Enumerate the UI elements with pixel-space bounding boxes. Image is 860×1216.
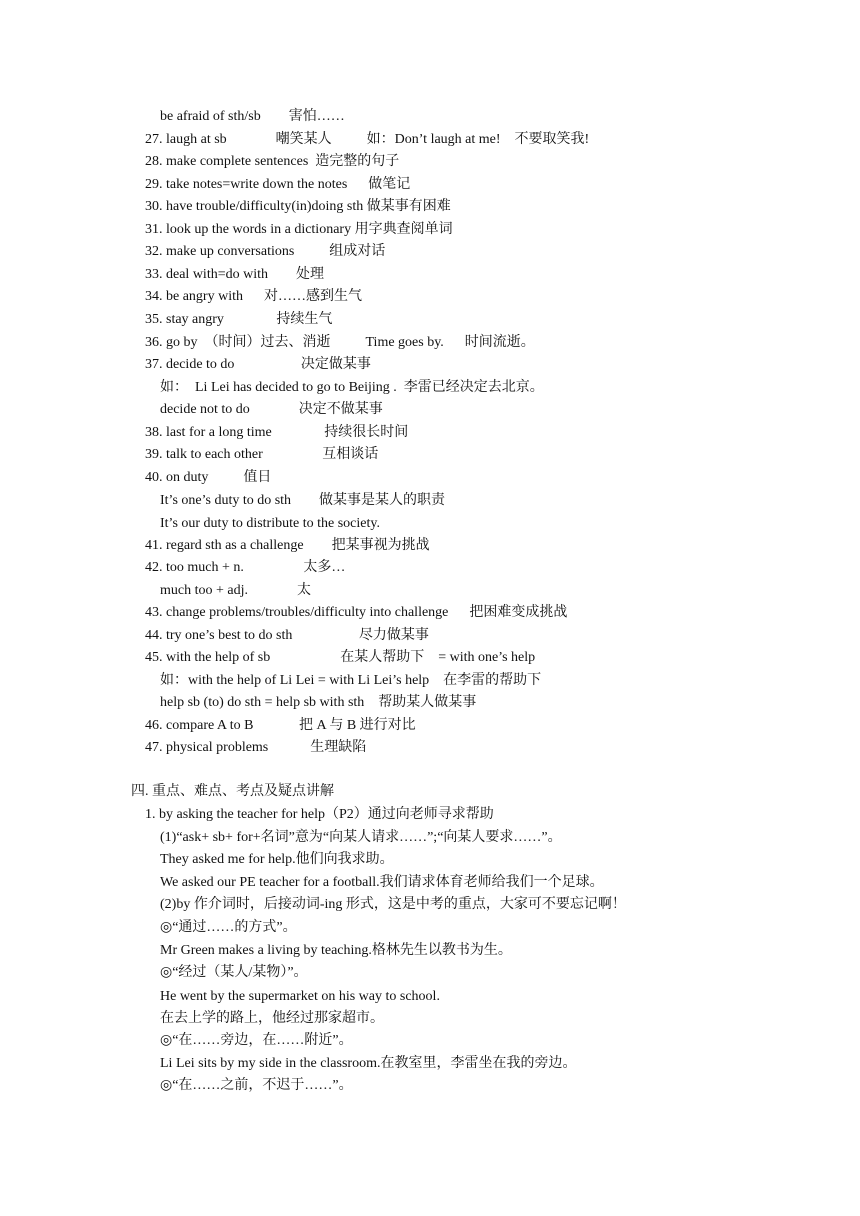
text-line: (1)“ask+ sb+ for+名词”意为“向某人请求……”;“向某人要求……”。 bbox=[160, 830, 562, 845]
text-line: 28. make complete sentences 造完整的句子 bbox=[145, 154, 400, 169]
text-line: They asked me for help.他们向我求助。 bbox=[160, 852, 394, 867]
text-line: 45. with the help of sb 在某人帮助下 = with one’s help bbox=[145, 650, 536, 665]
text-line: (2)by 作介词时，后接动词-ing 形式，这是中考的重点，大家可不要忘记啊！ bbox=[160, 897, 626, 912]
text-line: Li Lei sits by my side in the classroom.在教室里，李雷坐在我的旁边。 bbox=[160, 1056, 577, 1071]
text-line: 37. decide to do 决定做某事 bbox=[145, 357, 371, 372]
text-line: ◎“通过……的方式”。 bbox=[160, 920, 297, 935]
text-line: 在去上学的路上，他经过那家超市。 bbox=[160, 1011, 384, 1026]
text-line: decide not to do 决定不做某事 bbox=[160, 402, 383, 417]
text-line: 38. last for a long time 持续很长时间 bbox=[145, 425, 409, 440]
text-line: much too + adj. 太 bbox=[160, 583, 311, 598]
text-line: He went by the supermarket on his way to school. bbox=[160, 989, 440, 1004]
text-line: We asked our PE teacher for a football.我们请求体育老师给我们一个足球。 bbox=[160, 875, 604, 890]
text-line: 29. take notes=write down the notes 做笔记 bbox=[145, 177, 411, 192]
text-line: 42. too much + n. 太多… bbox=[145, 560, 346, 575]
text-line: It’s one’s duty to do sth 做某事是某人的职责 bbox=[160, 493, 446, 508]
text-line: 33. deal with=do with 处理 bbox=[145, 267, 324, 282]
text-line: 27. laugh at sb 嘲笑某人 如：Don’t laugh at me! 不要取笑我! bbox=[145, 132, 590, 147]
text-line: 35. stay angry 持续生气 bbox=[145, 312, 333, 327]
text-line: ◎“在……旁边，在……附近”。 bbox=[160, 1033, 353, 1048]
text-line: 39. talk to each other 互相谈话 bbox=[145, 447, 379, 462]
text-line: 34. be angry with 对……感到生气 bbox=[145, 289, 362, 304]
text-line: 44. try one’s best to do sth 尽力做某事 bbox=[145, 628, 429, 643]
text-line: be afraid of sth/sb 害怕…… bbox=[160, 109, 345, 124]
text-line: 30. have trouble/difficulty(in)doing sth 做某事有困难 bbox=[145, 199, 451, 214]
text-line: help sb (to) do sth = help sb with sth 帮助某人做某事 bbox=[160, 695, 477, 710]
text-line: 47. physical problems 生理缺陷 bbox=[145, 740, 367, 755]
text-line: 40. on duty 值日 bbox=[145, 470, 272, 485]
section-heading: 四. 重点、难点、考点及疑点讲解 bbox=[131, 784, 334, 799]
text-line: It’s our duty to distribute to the society. bbox=[160, 516, 380, 531]
text-line: ◎“经过（某人/某物）”。 bbox=[160, 965, 308, 980]
text-line: 如： Li Lei has decided to go to Beijing . 李雷已经决定去北京。 bbox=[160, 380, 544, 395]
text-line: 1. by asking the teacher for help（P2）通过向老师寻求帮助 bbox=[145, 807, 494, 822]
text-line: ◎“在……之前，不迟于……”。 bbox=[160, 1078, 353, 1093]
text-line: 43. change problems/troubles/difficulty into challenge 把困难变成挑战 bbox=[145, 605, 568, 620]
text-line: 32. make up conversations 组成对话 bbox=[145, 244, 386, 259]
text-line: 46. compare A to B 把 A 与 B 进行对比 bbox=[145, 718, 416, 733]
text-line: Mr Green makes a living by teaching.格林先生以教书为生。 bbox=[160, 943, 512, 958]
text-line: 如：with the help of Li Lei = with Li Lei’s help 在李雷的帮助下 bbox=[160, 673, 542, 688]
text-line: 36. go by （时间）过去、消逝 Time goes by. 时间流逝。 bbox=[145, 335, 535, 350]
text-line: 31. look up the words in a dictionary 用字典查阅单词 bbox=[145, 222, 453, 237]
text-line: 41. regard sth as a challenge 把某事视为挑战 bbox=[145, 538, 430, 553]
